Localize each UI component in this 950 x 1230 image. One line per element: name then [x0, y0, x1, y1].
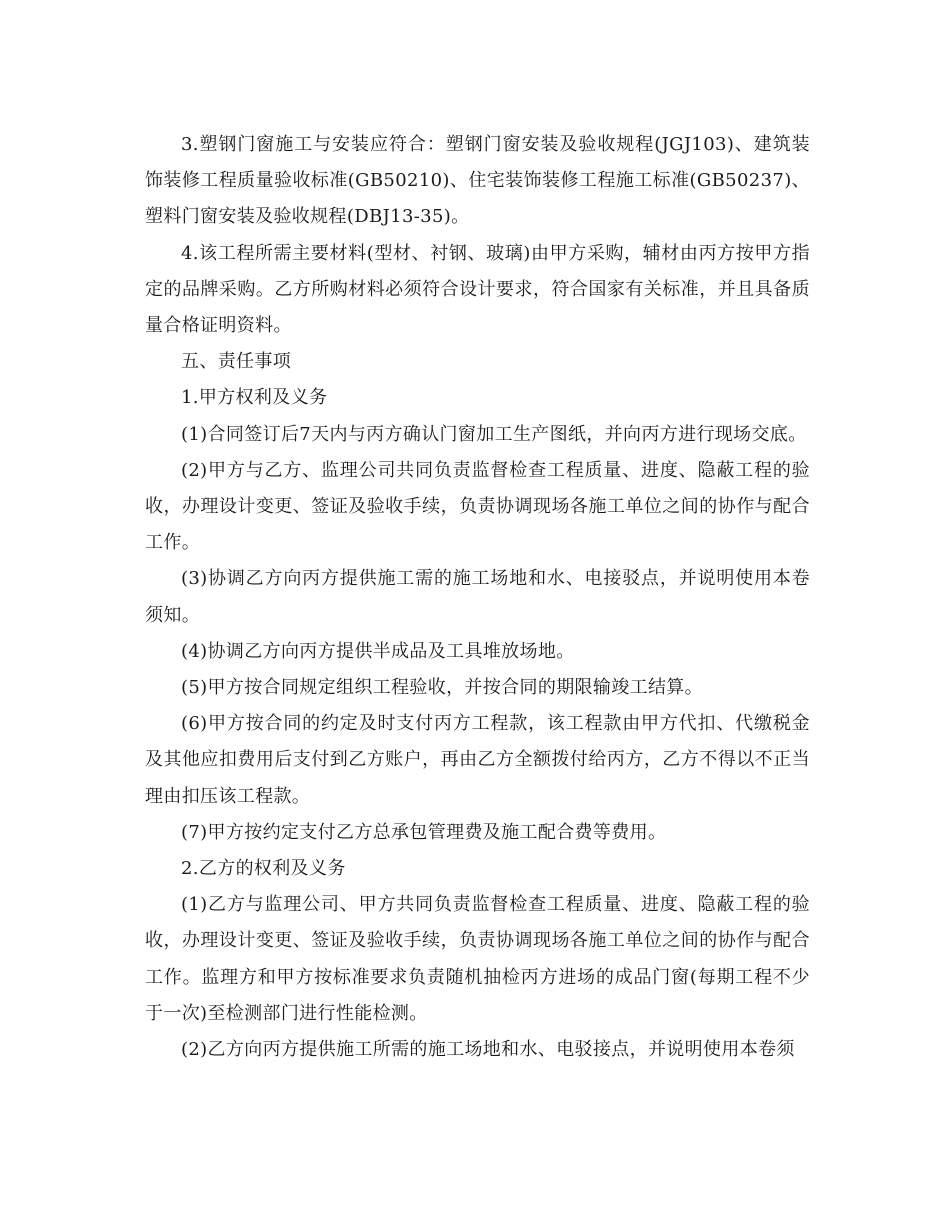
paragraph-a-item-3: (3)协调乙方向丙方提供施工需的施工场地和水、电接驳点，并说明使用本卷须知。 — [145, 568, 810, 626]
subheading-party-a-rights: 1.甲方权利及义务 — [181, 387, 328, 409]
paragraph-a-item-4: (4)协调乙方向丙方提供半成品及工具堆放场地。 — [181, 640, 575, 662]
paragraph-b-item-1: (1)乙方与监理公司、甲方共同负责监督检查工程质量、进度、隐蔽工程的验收，办理设计变更、签证及验收手续，负责协调现场各施工单位之间的协作与配合工作。监理方和甲方按标准要求负责随机抽检丙方进场的成品门窗(每期工程不少于一次)至检测部门进行性能检测。 — [145, 894, 810, 1024]
paragraph-standards: 3.塑钢门窗施工与安装应符合：塑钢门窗安装及验收规程(JGJ103)、建筑装饰装修工程质量验收标准(GB50210)、住宅装饰装修工程施工标准(GB50237)、塑料门窗安装及验收规程(DBJ13-35)。 — [145, 134, 810, 228]
section-heading-responsibilities: 五、责任事项 — [181, 351, 292, 373]
paragraph-a-item-2: (2)甲方与乙方、监理公司共同负责监督检查工程质量、进度、隐蔽工程的验收，办理设计变更、签证及验收手续，负责协调现场各施工单位之间的协作与配合工作。 — [145, 459, 810, 554]
subheading-party-b-rights: 2.乙方的权利及义务 — [181, 858, 346, 880]
paragraph-a-item-7: (7)甲方按约定支付乙方总承包管理费及施工配合费等费用。 — [181, 821, 667, 843]
paragraph-materials: 4.该工程所需主要材料(型材、衬钢、玻璃)由甲方采购，辅材由丙方按甲方指定的品牌采购。乙方所购材料必须符合设计要求，符合国家有关标准，并且具备质量合格证明资料。 — [145, 242, 810, 337]
paragraph-a-item-5: (5)甲方按合同规定组织工程验收，并按合同的期限输竣工结算。 — [181, 677, 703, 699]
paragraph-a-item-1: (1)合同签订后7天内与丙方确认门窗加工生产图纸，并向丙方进行现场交底。 — [181, 423, 807, 445]
paragraph-a-item-6: (6)甲方按合同的约定及时支付丙方工程款，该工程款由甲方代扣、代缴税金及其他应扣费用后支付到乙方账户，再由乙方全额拨付给丙方，乙方不得以不正当理由扣压该工程款。 — [145, 713, 810, 807]
paragraph-b-item-2: (2)乙方向丙方提供施工所需的施工场地和水、电驳接点，并说明使用本卷须 — [181, 1039, 795, 1061]
document-body — [145, 127, 810, 1068]
